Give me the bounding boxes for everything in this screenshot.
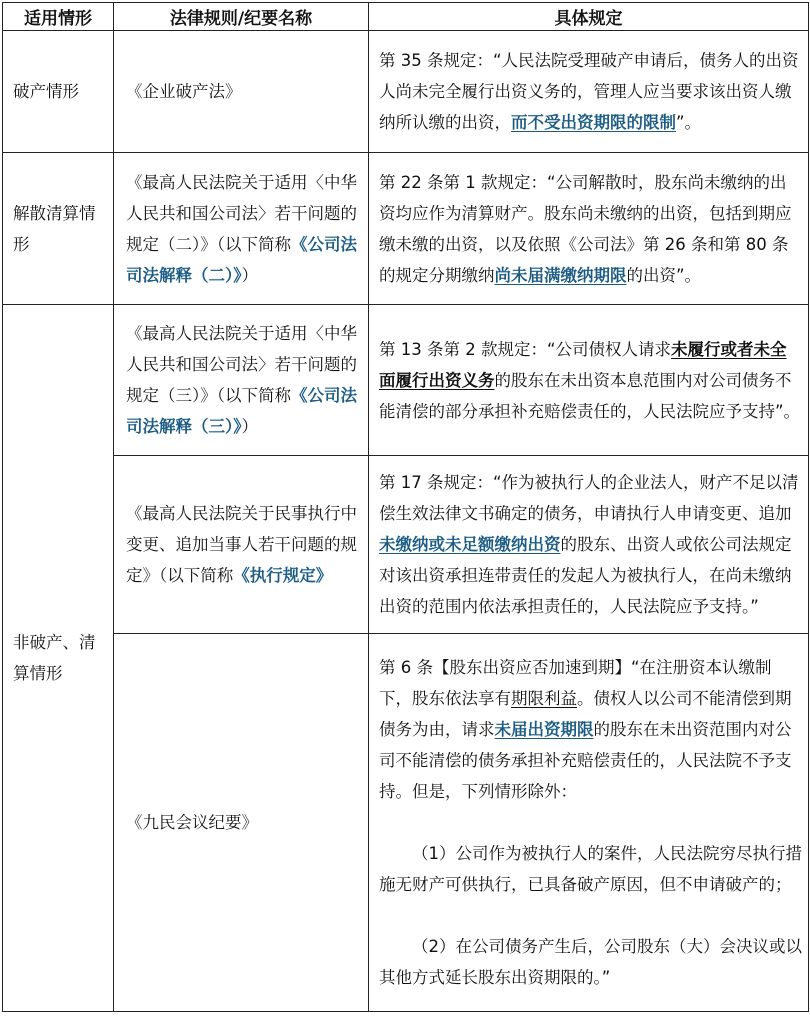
underlined-term: 期限利益 [511, 689, 577, 708]
header-rule-name: 法律规则/纪要名称 [114, 3, 369, 31]
provision-text: 第 22 条第 1 款规定：“公司解散时，股东尚未缴纳的出资均应作为清算财产。股东尚未缴纳的出资，包括到期应缴未缴的出资，以及依照《公司法》第 26 条和第 80 条的规定分期缴纳 [379, 172, 792, 285]
rule-name-text: 《最高人民法院关于适用〈中华人民共和国公司法〉若干问题的规定（二）》（以下简称 [126, 172, 357, 254]
provision-text: 第 17 条规定：“作为被执行人的企业法人，财产不足以清偿生效法律文书确定的债务，申请执行人申请变更、追加 [379, 473, 799, 523]
rule-name-text: ） [241, 265, 258, 285]
scenario-cell: 解散清算情形 [3, 153, 114, 305]
table-row [3, 31, 809, 153]
provision-text: 。债权人以公司不能清偿到期债务为由，请求 [379, 689, 792, 739]
rule-name-cell: 《九民会议纪要》 [114, 634, 369, 1012]
provision-text: 的股东在未出资范围内对公司不能清偿的债务承担补充赔偿责任的，人民法院不予支持。但是，下列情形除外： [379, 720, 792, 801]
provision-text: ”。 [676, 113, 702, 132]
regulation-table [2, 2, 809, 1012]
rule-name-cell [114, 153, 369, 305]
provision-text: 的股东、出资人或依公司法规定对该出资承担连带责任的发起人为被执行人，在尚未缴纳出资的范围内依法承担责任的，人民法院应予支持。” [379, 535, 792, 616]
provision-paragraph [379, 652, 802, 807]
rule-name-text: ） [241, 417, 258, 436]
paragraph-gap [379, 807, 802, 838]
rule-name-cell [114, 305, 369, 456]
provision-text: 的出资”。 [626, 265, 702, 285]
rule-name-text: 《最高人民法院关于民事执行中变更、追加当事人若干问题的规定》（以下简称 [126, 504, 357, 585]
provision-text: 第 35 条规定：“人民法院受理破产申请后，债务人的出资人尚未完全履行出资义务的，管理人应当要求该出资人缴纳所认缴的出资， [379, 51, 799, 132]
short-name: 《公司法司法解释（三）》 [126, 386, 357, 436]
rule-name-cell [114, 456, 369, 634]
scenario-cell: 非破产、清算情形 [3, 305, 114, 1012]
header-provisions: 具体规定 [369, 3, 809, 31]
exception-item-2: （2）在公司债务产生后，公司股东（大）会决议或以其他方式延长股东出资期限的。” [379, 937, 802, 987]
paragraph-gap [379, 900, 802, 931]
rule-name-cell: 《企业破产法》 [114, 31, 369, 153]
header-scenario: 适用情形 [3, 3, 114, 31]
provision-cell [369, 153, 809, 305]
table-row [3, 634, 809, 1012]
short-name: 《公司法司法解释（二）》 [126, 234, 357, 285]
highlighted-term: 未缴纳或未足额缴纳出资 [379, 535, 561, 554]
table-row [3, 153, 809, 305]
provision-text: 的股东在未出资本息范围内对公司债务不能清偿的部分承担补充赔偿责任的，人民法院应予支持”。 [379, 370, 801, 421]
provision-cell [369, 456, 809, 634]
provision-text: 第 6 条【股东出资应否加速到期】“在注册资本认缴制下，股东依法享有 [379, 658, 772, 708]
provision-cell [369, 31, 809, 153]
exception-item-1: （1）公司作为被执行人的案件，人民法院穷尽执行措施无财产可供执行，已具备破产原因，但不申请破产的； [379, 844, 802, 894]
provision-text: 第 13 条第 2 款规定：“公司债权人请求 [379, 339, 672, 359]
table-header-row [3, 3, 809, 31]
short-name: 《执行规定》 [233, 566, 333, 585]
provision-cell [369, 305, 809, 456]
highlighted-term: 尚未届满缴纳期限 [494, 265, 627, 285]
highlighted-term: 未届出资期限 [494, 720, 594, 739]
highlighted-term: 未履行或者未全面履行出资义务 [379, 339, 787, 390]
table-row [3, 305, 809, 456]
provision-cell [369, 634, 809, 1012]
scenario-cell: 破产情形 [3, 31, 114, 153]
highlighted-term: 而不受出资期限的限制 [511, 113, 676, 132]
rule-name-text: 《最高人民法院关于适用〈中华人民共和国公司法〉若干问题的规定（三）》（以下简称 [126, 324, 357, 405]
table-row [3, 456, 809, 634]
